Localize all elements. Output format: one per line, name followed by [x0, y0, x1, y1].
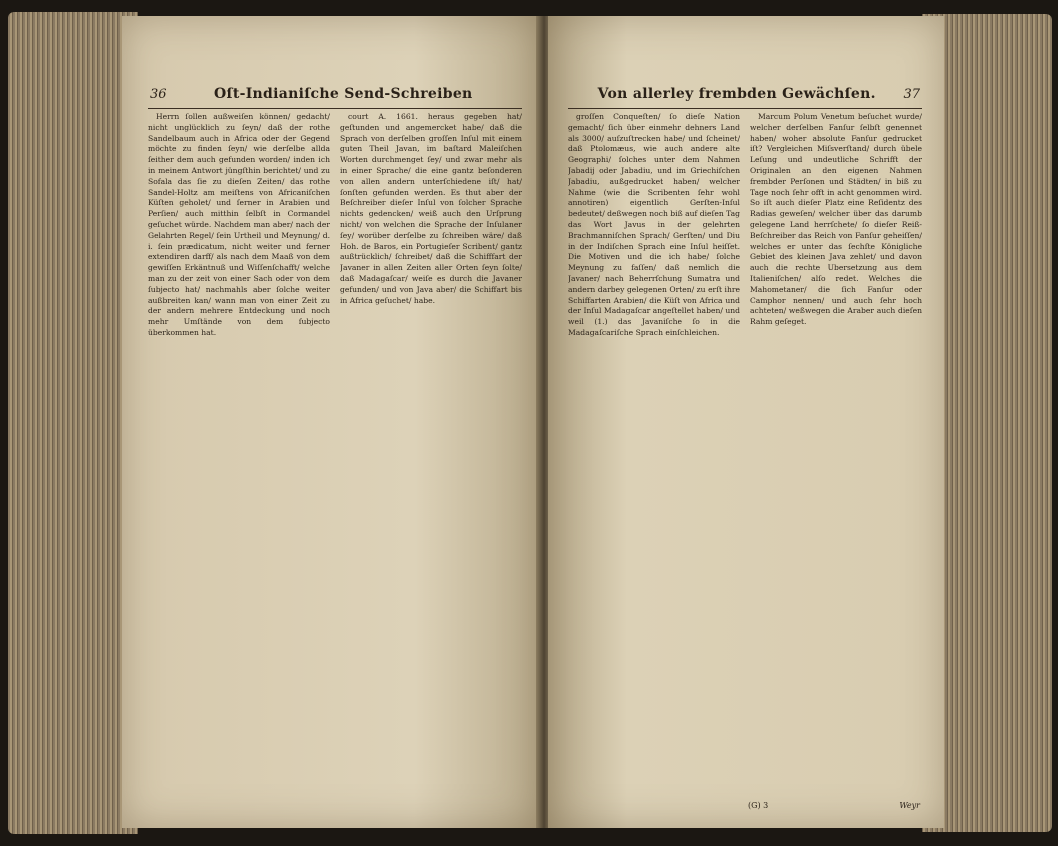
- left-column-2-text: court A. 1661. heraus gegeben hat/ geſtunden und angemercket habe/ daß die Sprach von derſelben groſſen Inſul mit einem guten Theil Javan, im baſtard Maleiſchen Worten durchmenget ſey/ und zwar mehr als in einer Sprache/ die eine gantz beſonderen von allen andern unterſchiedene iſt/ hat/ ſonſten gefunden werden. Es thut aber der Beſchreiber dieſer Inſul von ſolcher Sprache nichts gedencken/ weiß auch den Urſprung nicht/ von welchen die Sprache der Inſulaner ſey/ worüber derſelbe zu ſchreiben wäre/ daß Hoh. de Baros, ein Portugieſer Scribent/ gantz außtrücklich/ ſchreibet/ daß die Schifffart der Javaner in allen Zeiten aller Orten ſeyn ſolte/ daß Madagaſcar/ weiſe es durch die Javaner gefunden/ und von Java aber/ die Schiffart bis in Africa geſuchet/ habe.: [340, 112, 522, 305]
- signature-mark: (G) 3: [748, 801, 769, 810]
- left-text-columns: [148, 112, 522, 788]
- right-text-columns: [568, 112, 922, 788]
- right-running-title: Von allerley frembden Gewächſen.: [597, 86, 876, 102]
- left-column-1: [148, 112, 330, 788]
- right-page: [548, 16, 944, 828]
- right-page-header: [570, 86, 920, 102]
- right-header-rule: [568, 108, 922, 109]
- left-page-header: [150, 86, 520, 102]
- left-column-2: [340, 112, 522, 788]
- left-header-rule: [148, 108, 522, 109]
- left-column-1-text: Herrn ſollen außweiſen können/ gedacht/ nicht unglücklich zu ſeyn/ daß der rothe Sandelbaum auch in Africa oder der Gegend möchte zu finden ſeyn/ wie derſelbe allda ſeither dem auch gefunden worden/ inden ich in meinem Antwort jüngſthin berichtet/ und zu Sofala das ſie zu dieſen Zeiten/ das rothe Sandel-Holtz am meiſtens von Africaniſchen Küſten geholet/ und ſerner in Arabien und Perſien/ auch mitthin ſelbſt in Cormandel geſuchet würde. Nachdem man aber/ nach der Gelahrten Regel/ ſein Urtheil und Meynung/ d. i. ſein prædicatum, nicht weiter und ferner extendiren darff/ als nach dem Maaß von dem gewiſſen Erkäntnuß und Wiſſenſchafft/ welche man zu der zeit von einer Sach oder von dem ſubjecto hat/ nachmahls aber ſolche weiter außbreiten kan/ wann man von einer Zeit zu der andern mehrere Entdeckung und noch mehr Umſtände von dem ſubjecto überkommen hat.: [148, 112, 330, 337]
- catchword: Weyr: [899, 801, 920, 810]
- right-column-2-text: Marcum Polum Venetum beſuchet wurde/ welcher derſelben Fanſur ſelbſt genennet haben/ woher absolute Fanſur gedrucket iſt? Vergleichen Miſsverſtand/ durch übele Leſung und undeutliche Schrifft der Originalen an den eigenen Nahmen frembder Perſonen und Städten/ in biß zu Tage noch ſehr offt in acht genommen wird. So iſt auch dieſer Platz eine Reſidentz des Radias geweſen/ welcher über das darumb gelegene Land herrſchete/ ſo dieſer Reiß-Beſchreiber das Reich von Fanſur geheiſſen/ welches er unter das ſechſte Königliche Gebiet des kleinen Java zehlet/ und davon auch die rechte Ubersetzung aus dem Italieniſchen/ alſo redet. Welches die Mahometaner/ die ſich Fanſur oder Camphor nennen/ und auch ſehr hoch achteten/ weßwegen die Araber auch dieſen Rahm geſeget.: [750, 112, 922, 327]
- right-page-number: 37: [903, 87, 920, 102]
- left-running-title: Oſt-Indianiſche Send-Schreiben: [214, 86, 473, 102]
- left-page-number: 36: [150, 87, 167, 102]
- left-page-edges: [8, 12, 138, 834]
- right-column-1-text: groſſen Conqueſten/ ſo dieſe Nation gemacht/ ſich über einmehr dehners Land als 3000/ auſzuſtrecken habe/ und ſcheinet/ daß Ptolomæus, wie auch andere alte Geographi/ ſolches unter dem Nahmen Jabadij oder Jabadiu, und im Griechiſchen Jabadiu, außgedrucket haben/ welcher Nahme (wie die Scribenten ſehr wohl annotiren) eigentlich Gerſten-Inſul bedeutet/ deßwegen noch biß auf dieſen Tag das Wort Javus in der gelehrten Brachmanniſchen Sprach/ Gerſten/ und Diu in der Indiſchen Sprach eine Inſul heiſſet. Die Motiven und die ich habe/ ſolche Meynung zu faſſen/ daß nemlich die Javaner/ nach Beherrſchung Sumatra und andern darbey gelegenen Orten/ zu erſt ihre Schiffarten Arabien/ die Küſt von Africa und der Inſul Madagaſcar angeſtellet haben/ und weil (1.) das Javaniſche ſo in die Madagaſcariſche Sprach einſchleichen.: [568, 112, 740, 337]
- left-page: [122, 16, 540, 828]
- right-column-1: [568, 112, 740, 788]
- right-column-2: [750, 112, 922, 788]
